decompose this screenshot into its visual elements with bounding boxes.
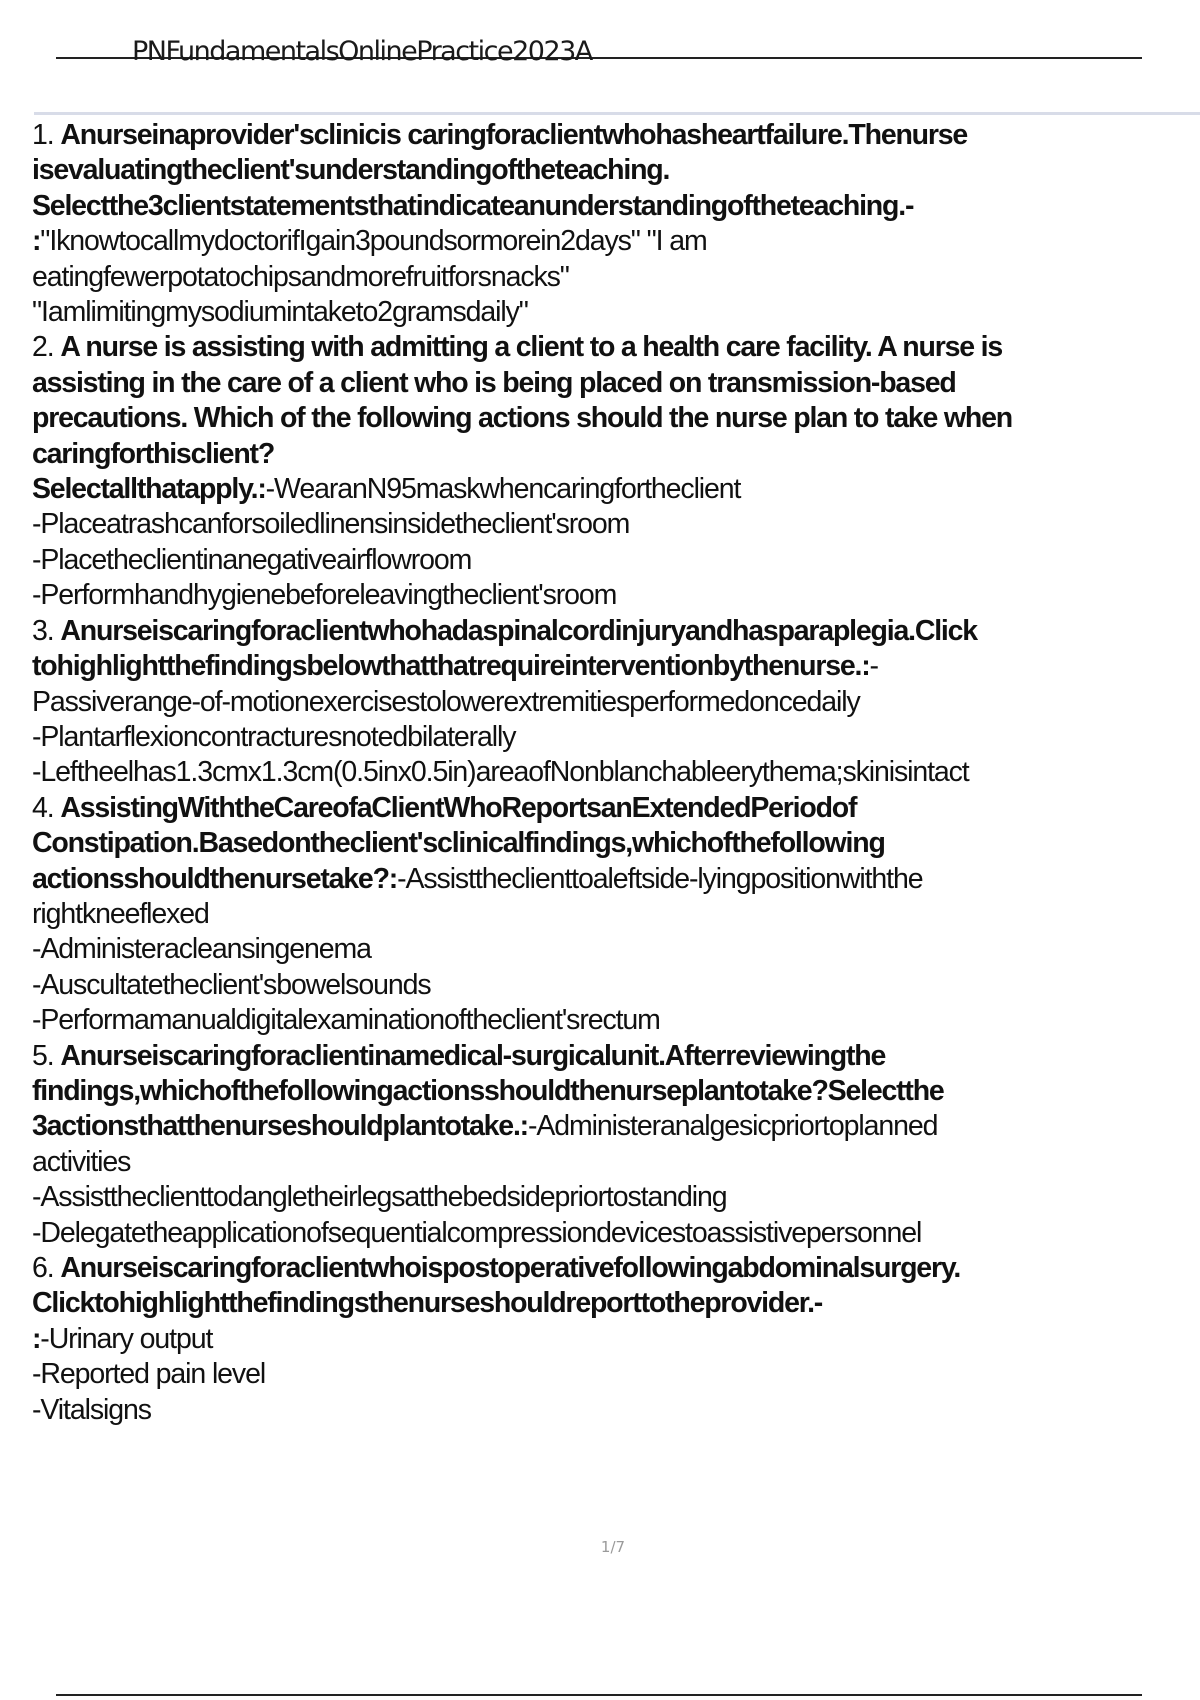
question-line — [32, 1216, 1200, 1251]
footer-rule — [56, 1694, 1142, 1696]
question-text: : — [32, 1322, 41, 1355]
question-block — [32, 118, 1200, 330]
question-text: Constipation.Basedontheclient'sclinicalfindings,whichofthefollowing — [32, 827, 885, 860]
question-line — [32, 118, 1200, 153]
question-block — [32, 614, 1200, 791]
question-text: findings,whichofthefollowingactionsshouldthenurseplantotake?Selectthe — [32, 1074, 944, 1107]
question-number: 1. — [32, 119, 61, 151]
question-text: tohighlightthefindingsbelowthatthatrequireinterventionbythenurse.: — [32, 650, 870, 683]
answer-text: -Administeracleansingenema — [32, 933, 371, 966]
question-line — [32, 189, 1200, 224]
question-line — [32, 614, 1200, 649]
question-line — [32, 826, 1200, 861]
question-number: 2. — [32, 331, 61, 364]
question-line — [32, 1039, 1200, 1074]
answer-text: -Plantarflexioncontracturesnotedbilaterally — [32, 720, 516, 753]
question-line — [32, 578, 1200, 613]
question-line — [32, 1003, 1200, 1038]
question-text: Selectallthatapply.: — [32, 473, 266, 506]
question-line — [32, 685, 1200, 720]
answer-text: -Placeatrashcanforsoiledlinensinsidetheclient'sroom — [32, 508, 630, 541]
question-line — [32, 968, 1200, 1003]
question-line — [32, 153, 1200, 188]
question-text: Anurseiscaringforaclientinamedical-surgicalunit.Afterreviewingthe — [60, 1039, 886, 1072]
answer-text: -Placetheclientinanegativeairflowroom — [32, 543, 472, 576]
answer-text: Passiverange-of-motionexercisestolowerextremitiesperformedoncedaily — [32, 685, 860, 718]
question-line — [32, 1251, 1200, 1286]
question-line — [32, 1286, 1200, 1321]
question-line — [32, 401, 1200, 436]
question-number: 4. — [32, 791, 61, 824]
question-line — [32, 1180, 1200, 1215]
answer-text: -Performhandhygienebeforeleavingtheclient'sroom — [32, 579, 617, 612]
answer-text: rightkneeflexed — [32, 897, 209, 930]
question-line — [32, 330, 1200, 365]
question-line — [32, 932, 1200, 967]
question-text: Anurseiscaringforaclientwhoispostoperativefollowingabdominalsurgery. — [60, 1252, 961, 1284]
question-block — [32, 330, 1200, 613]
document-title: PNFundamentalsOnlinePractice2023A — [132, 36, 592, 67]
question-text: isevaluatingtheclient'sunderstandingoftheteaching. — [32, 154, 670, 187]
question-line — [32, 543, 1200, 578]
answer-text: -Leftheelhas1.3cmx1.3cm(0.5inx0.5in)areaofNonblanchableerythema;skinisintact — [32, 756, 969, 789]
question-block — [32, 1251, 1200, 1428]
question-text: AssistingWiththeCareofaClientWhoReportsanExtendedPeriodof — [60, 791, 857, 824]
question-line — [32, 1357, 1200, 1392]
question-line — [32, 437, 1200, 472]
question-line — [32, 862, 1200, 897]
answer-text: activities — [32, 1145, 131, 1178]
question-text: precautions. Which of the following actions should the nurse plan to take when — [32, 402, 1012, 435]
header-separator — [34, 112, 1200, 115]
question-line — [32, 472, 1200, 507]
answer-text: -Assisttheclienttodangletheirlegsatthebedsidepriortostanding — [32, 1181, 727, 1214]
answer-text: -Assisttheclienttoaleftside-lyingpositionwiththe — [397, 862, 923, 895]
answer-text: -Urinary output — [40, 1322, 213, 1355]
answer-text: "Iamlimitingmysodiumintaketo2gramsdaily" — [32, 296, 528, 329]
question-line — [32, 366, 1200, 401]
question-block — [32, 791, 1200, 1039]
question-text: actionsshouldthenursetake?: — [32, 862, 398, 895]
answer-text: -Auscultatetheclient'sbowelsounds — [32, 968, 431, 1001]
answer-text: -Performamanualdigitalexaminationoftheclient'srectum — [32, 1004, 660, 1037]
question-block — [32, 1039, 1200, 1251]
question-line — [32, 897, 1200, 932]
question-line — [32, 1109, 1200, 1144]
question-line — [32, 1322, 1200, 1357]
question-text: caringforthisclient? — [32, 437, 275, 470]
question-text: Clicktohighlightthefindingsthenurseshouldreporttotheprovider.- — [32, 1287, 823, 1320]
answer-text: -Vitalsigns — [32, 1393, 151, 1426]
question-line — [32, 224, 1200, 259]
question-list — [32, 118, 1200, 1438]
answer-text: - — [869, 650, 878, 683]
question-line — [32, 791, 1200, 826]
page-number: 1/7 — [600, 1538, 626, 1556]
answer-text: -Reported pain level — [32, 1358, 266, 1391]
question-text: : — [32, 225, 41, 258]
answer-text: -WearanN95maskwhencaringfortheclient — [265, 473, 741, 506]
question-text: Selectthe3clientstatementsthatindicateanunderstandingoftheteaching.- — [32, 189, 914, 222]
answer-text: -Administeranalgesicpriortoplanned — [527, 1110, 938, 1143]
answer-text: "IknowtocallmydoctorifIgain3poundsormorein2days" "I am — [40, 225, 707, 258]
question-line — [32, 1393, 1200, 1428]
question-line — [32, 295, 1200, 330]
question-line — [32, 755, 1200, 790]
answer-text: eatingfewerpotatochipsandmorefruitforsnacks" — [32, 260, 569, 293]
question-line — [32, 260, 1200, 295]
question-line — [32, 1074, 1200, 1109]
question-line — [32, 507, 1200, 542]
question-text: 3actionsthatthenurseshouldplantotake.: — [32, 1110, 528, 1143]
question-number: 3. — [32, 614, 61, 647]
question-text: A nurse is assisting with admitting a client to a health care facility. A nurse is — [60, 331, 1002, 364]
question-number: 5. — [32, 1039, 61, 1072]
question-text: Anurseiscaringforaclientwhohadaspinalcordinjuryandhasparaplegia.Click — [60, 614, 977, 647]
question-number: 6. — [32, 1252, 61, 1284]
question-text: Anurseinaprovider'sclinicis caringforaclientwhohasheartfailure.Thenurse — [60, 119, 968, 151]
question-line — [32, 649, 1200, 684]
question-line — [32, 1145, 1200, 1180]
question-line — [32, 720, 1200, 755]
page-header — [0, 0, 1200, 120]
answer-text: -Delegatetheapplicationofsequentialcompressiondevicestoassistivepersonnel — [32, 1216, 922, 1249]
question-text: assisting in the care of a client who is being placed on transmission-based — [32, 366, 956, 399]
